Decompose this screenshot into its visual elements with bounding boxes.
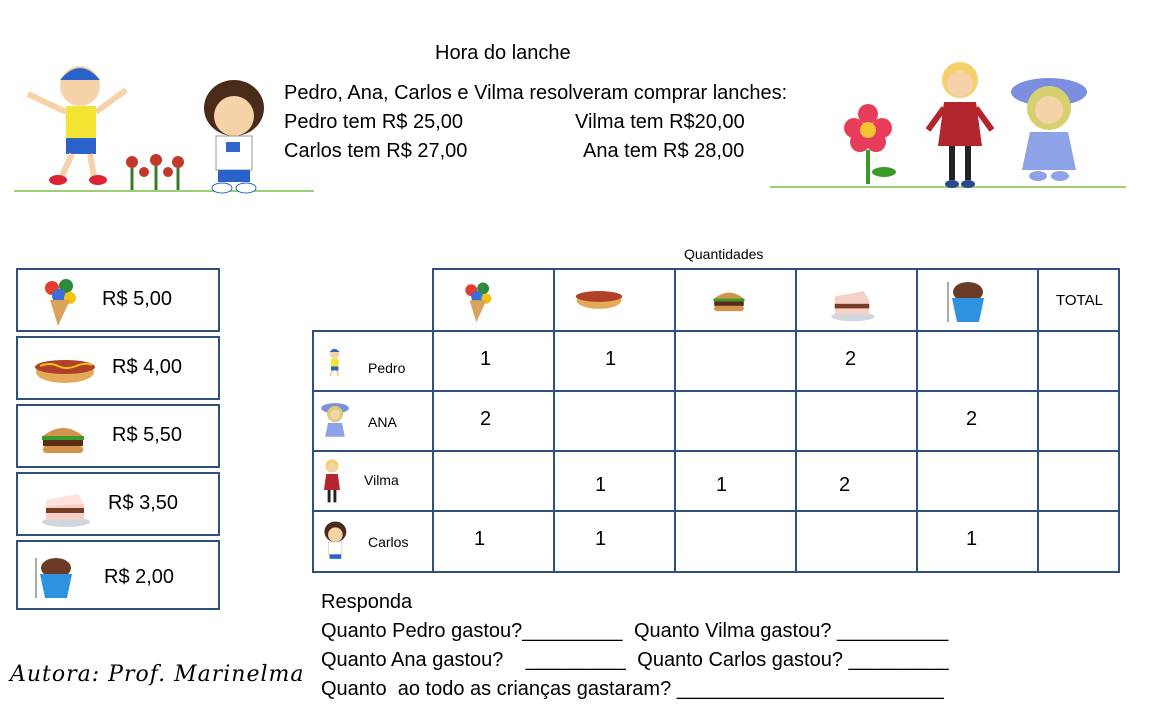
question-row-1 xyxy=(321,617,949,646)
boy-cap-icon xyxy=(320,338,348,386)
qty-value: 1 xyxy=(595,474,607,496)
money-vilma: Vilma tem R$20,00 xyxy=(575,111,745,133)
cupcake-icon xyxy=(34,556,74,600)
column-burger xyxy=(674,268,797,332)
cake-icon xyxy=(40,484,90,528)
table-cell-total xyxy=(1037,390,1120,452)
table-cell-total xyxy=(1037,450,1120,512)
qty-value: 2 xyxy=(480,408,492,430)
cupcake-icon xyxy=(946,280,986,324)
column-total xyxy=(1037,268,1120,332)
qty-value: 1 xyxy=(480,348,492,370)
row-name-label: ANA xyxy=(368,414,397,430)
boy-shirt-icon xyxy=(320,520,350,564)
column-cake xyxy=(795,268,918,332)
question-row-2 xyxy=(321,646,949,675)
table-cell xyxy=(553,390,676,452)
table-cell xyxy=(795,510,918,573)
boy-shirt-icon xyxy=(192,78,274,194)
table-cell xyxy=(674,450,797,512)
questions-block xyxy=(321,588,949,704)
table-cell xyxy=(432,390,555,452)
price-item-ice-cream xyxy=(16,268,220,332)
ice-cream-icon xyxy=(462,280,494,324)
qty-value: 1 xyxy=(605,348,617,370)
table-cell xyxy=(916,450,1039,512)
row-name-label: Pedro xyxy=(368,360,406,376)
table-cell xyxy=(553,330,676,392)
table-cell xyxy=(553,450,676,512)
cake-icon xyxy=(829,282,875,322)
price-label: R$ 5,00 xyxy=(102,288,173,310)
row-name-vilma xyxy=(312,450,434,512)
qty-value: 1 xyxy=(716,474,728,496)
table-cell xyxy=(553,510,676,573)
question-total: Quanto ao todo as crianças gastaram? ________________________ xyxy=(321,678,944,700)
table-cell xyxy=(674,390,797,452)
row-name-carlos xyxy=(312,510,434,573)
qty-value: 1 xyxy=(474,528,486,550)
table-cell xyxy=(916,330,1039,392)
table-cell-total xyxy=(1037,330,1120,392)
price-label: R$ 4,00 xyxy=(112,356,183,378)
qty-value: 2 xyxy=(966,408,978,430)
table-cell xyxy=(432,510,555,573)
author-signature: Autora: Prof. Marinelma xyxy=(10,662,305,687)
price-item-burger xyxy=(16,404,220,468)
hotdog-icon xyxy=(575,284,623,312)
column-ice-cream xyxy=(432,268,555,332)
question-carlos: Quanto Carlos gastou? _________ xyxy=(637,649,949,671)
ice-cream-icon xyxy=(42,276,78,328)
price-label: R$ 5,50 xyxy=(112,424,183,446)
burger-icon xyxy=(40,420,86,456)
table-cell xyxy=(674,510,797,573)
boy-cap-icon xyxy=(22,50,134,190)
table-cell xyxy=(674,330,797,392)
page-title: Hora do lanche xyxy=(435,42,571,64)
row-name-label: Vilma xyxy=(364,472,399,488)
questions-heading: Responda xyxy=(321,591,413,613)
table-cell xyxy=(795,450,918,512)
table-cell xyxy=(432,450,555,512)
hotdog-icon xyxy=(34,352,96,386)
table-cell xyxy=(916,510,1039,573)
qty-value: 1 xyxy=(595,528,607,550)
qty-value: 2 xyxy=(839,474,851,496)
total-header: TOTAL xyxy=(1056,292,1103,309)
row-name-ana xyxy=(312,390,434,452)
girl-red-dress-icon xyxy=(318,458,346,506)
question-pedro: Quanto Pedro gastou?_________ xyxy=(321,620,623,642)
qty-value: 1 xyxy=(966,528,978,550)
girl-hat-icon xyxy=(320,398,350,444)
money-carlos: Carlos tem R$ 27,00 xyxy=(284,140,468,162)
money-ana: Ana tem R$ 28,00 xyxy=(583,140,745,162)
row-name-label: Carlos xyxy=(368,534,409,550)
column-cupcake xyxy=(916,268,1039,332)
row-name-pedro xyxy=(312,330,434,392)
table-cell xyxy=(795,330,918,392)
intro-text: Pedro, Ana, Carlos e Vilma resolveram comprar lanches: xyxy=(284,82,788,104)
burger-icon xyxy=(712,286,746,314)
flower-icon xyxy=(840,98,906,186)
table-cell xyxy=(795,390,918,452)
girl-hat-icon xyxy=(1008,70,1090,184)
price-label: R$ 3,50 xyxy=(108,492,179,514)
flowers-icon xyxy=(122,152,188,192)
question-ana: Quanto Ana gastou? _________ xyxy=(321,649,626,671)
table-cell-total xyxy=(1037,510,1120,573)
table-cell xyxy=(432,330,555,392)
column-hotdog xyxy=(553,268,676,332)
question-vilma: Quanto Vilma gastou? __________ xyxy=(633,620,949,642)
price-item-cupcake xyxy=(16,540,220,610)
price-label: R$ 2,00 xyxy=(104,566,175,588)
girl-red-dress-icon xyxy=(922,58,998,190)
qty-value: 2 xyxy=(845,348,857,370)
price-item-cake xyxy=(16,472,220,536)
table-heading: Quantidades xyxy=(684,246,764,262)
price-item-hotdog xyxy=(16,336,220,400)
table-cell xyxy=(916,390,1039,452)
money-pedro: Pedro tem R$ 25,00 xyxy=(284,111,463,133)
